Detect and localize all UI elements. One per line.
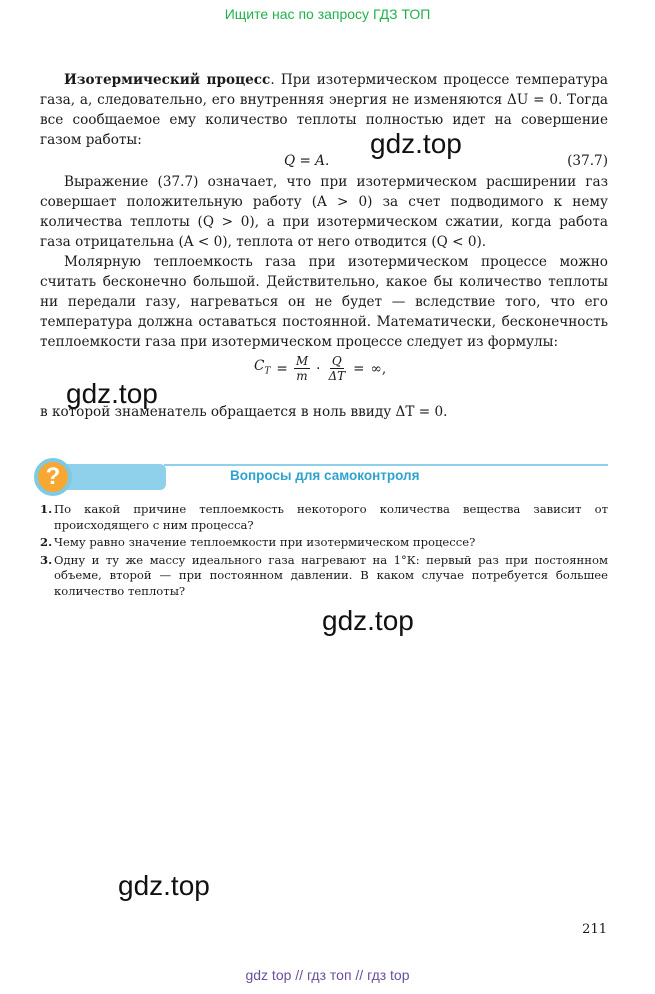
equation-37-7 xyxy=(40,150,608,172)
page-number: 211 xyxy=(582,922,607,937)
watermark: gdz.top xyxy=(370,128,462,159)
formula-fraction-2: $\frac{Q}{\Delta T}$ xyxy=(328,354,346,383)
equation-number: (37.7) xyxy=(567,153,608,169)
question-item: 2. Чему равно значение теплоемкости при изотермическом процессе? xyxy=(40,535,476,549)
formula-equals-2: = xyxy=(353,360,365,377)
watermark: gdz.top xyxy=(322,605,414,636)
main-text xyxy=(40,70,608,422)
watermark: gdz.top xyxy=(66,378,158,409)
self-check-header xyxy=(34,458,608,498)
formula-equals-1: = xyxy=(276,360,288,377)
watermark: gdz.top xyxy=(118,870,210,901)
footer-links[interactable]: gdz top // гдз топ // гдз top xyxy=(245,967,410,983)
heat-capacity-formula xyxy=(254,354,386,383)
question-mark-icon: ? xyxy=(34,458,72,496)
question-item: 1. По какой причине теплоемкость некоторого количества вещества зависит от происходящего с ним процесса? xyxy=(40,502,608,532)
paragraph-isothermal-intro xyxy=(40,70,608,150)
top-banner: Ищите нас по запросу ГДЗ ТОП xyxy=(224,6,431,22)
formula-fraction-1: $\frac{M}{m}$ xyxy=(295,354,309,383)
paragraph-denominator: в которой знаменатель обращается в ноль ввиду ΔT = 0. xyxy=(40,404,448,420)
formula-lhs: $C_T$ xyxy=(254,357,271,377)
equation-text: Q = A. xyxy=(284,153,330,169)
header-divider xyxy=(164,464,608,466)
formula-rhs: ∞, xyxy=(370,360,387,377)
paragraph-molar-heat: Молярную теплоемкость газа при изотермическом процессе можно считать бесконечно большой. Действительно, какое бы количество теплоты ни передали газу, нагреваться он не будет — вследствие того, что его температура должна оставаться постоянной. Математически, бесконечность теплоемкости газа при изотермическом процессе следует из формулы: xyxy=(40,254,608,350)
section-title: Вопросы для самоконтроля xyxy=(230,468,420,483)
questions-list xyxy=(40,502,608,601)
isothermal-intro-text: . При изотермическом процессе температура газа, а, следовательно, его внутренняя энергия не изменяются ΔU = 0. Тогда все сообщаемое ему количество теплоты полностью идет на совершение газом работы: xyxy=(40,72,609,148)
question-item: 3. Одну и ту же массу идеального газа нагревают на 1°К: первый раз при постоянном объеме, второй — при постоянном давлении. В каком случае потребуется большее количество теплоты? xyxy=(40,552,608,598)
formula-dot: · xyxy=(316,360,321,377)
header-bar xyxy=(58,464,166,490)
paragraph-expression: Выражение (37.7) означает, что при изотермическом расширении газ совершает положительную работу (A > 0) за счет подводимого к нему количества теплоты (Q > 0), а при изотермическом сжатии, когда работа газа отрицательна (A < 0), теплота от него отводится (Q < 0). xyxy=(40,174,608,250)
isothermal-heading: Изотермический процесс xyxy=(64,72,271,88)
